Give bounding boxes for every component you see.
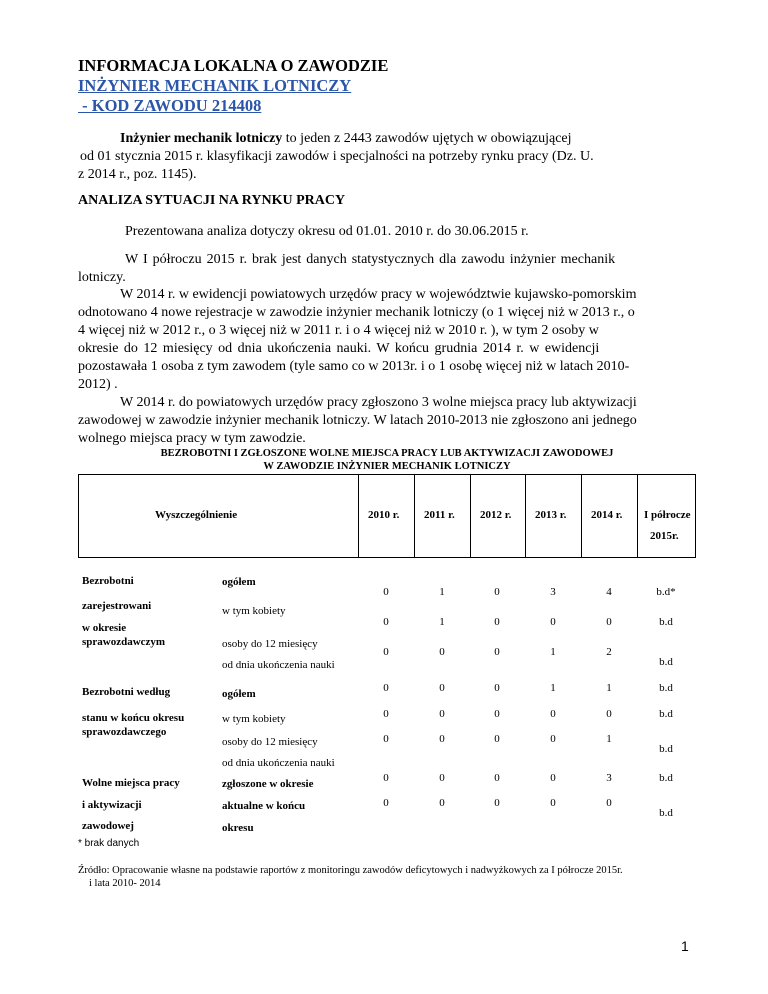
page-number: 1 [681,938,689,954]
table-cell: b.d [659,743,673,755]
table-cell: 1 [606,682,612,694]
section-title: ANALIZA SYTUACJI NA RYNKU PRACY [78,193,346,208]
table-cell: 0 [439,772,445,784]
table-cell: 0 [383,586,389,598]
table-cell: 0 [550,797,556,809]
header-wyszczegolnienie: Wyszczególnienie [155,509,238,521]
row-label-3: ogółem [222,688,256,700]
row-label-2b: od dnia ukończenia nauki [222,659,335,671]
table-cell: 0 [383,682,389,694]
table-cell: 0 [439,646,445,658]
table-cell: 1 [439,616,445,628]
table-caption-line-1: BEZROBOTNI I ZGŁOSZONE WOLNE MIEJSCA PRACY LUB AKTYWIZACJI ZAWODOWEJ [160,448,614,459]
paragraph-2-line-1: W 2014 r. w ewidencji powiatowych urzędów pracy w województwie kujawsko-pomorskim [120,287,637,302]
table-cell: 0 [439,708,445,720]
group1-line2: zarejestrowani [82,600,152,612]
table-cell: 0 [494,616,500,628]
table-cell: 0 [550,616,556,628]
header-col-2014: 2014 r. [591,509,623,521]
intro-line-3: z 2014 r., poz. 1145). [78,167,197,182]
table-cell: 1 [550,646,556,658]
paragraph-1-line-2: lotniczy. [78,270,126,285]
row-label-5b: od dnia ukończenia nauki [222,757,335,769]
paragraph-1-line-1: W I półroczu 2015 r. brak jest danych statystycznych dla zawodu inżynier mechanik [125,252,616,267]
intro-line-1 [120,130,700,149]
paragraph-2-line-3: 4 więcej niż w 2012 r., o 3 więcej niż w 2011 r. i o 4 więcej niż w 2010 r. ), w tym 2 osoby w [78,323,599,338]
row-label-6: zgłoszone w okresie [222,778,314,790]
table-caption [78,447,696,473]
table-cell: b.d [659,708,673,720]
group2-line3: sprawozdawczego [82,726,167,738]
group1-line1: Bezrobotni [82,575,134,587]
table-cell: 1 [606,733,612,745]
intro-line-1-rest: to jeden z 2443 zawodów ujętych w obowiązującej [282,131,572,146]
table-cell: 0 [494,586,500,598]
table-cell: 0 [383,646,389,658]
paragraph-2-line-6: 2012) . [78,377,118,392]
paragraph-2-line-2: odnotowano 4 nowe rejestracje w zawodzie inżynier mechanik lotniczy (o 1 więcej niż w 2013 r., o [78,305,635,320]
row-label-5: osoby do 12 miesięcy [222,736,318,748]
table-cell: 2 [606,646,612,658]
source-line-2: i lata 2010- 2014 [89,878,161,889]
table-cell: 0 [383,616,389,628]
table-cell: b.d [659,682,673,694]
table-cell: 1 [439,586,445,598]
paragraph-2-line-4: okresie do 12 miesięcy od dnia ukończenia nauki. W końcu grudnia 2014 r. w ewidencji [78,341,600,356]
page-title: INFORMACJA LOKALNA O ZAWODZIE [78,56,389,75]
table-cell: b.d* [656,586,676,598]
header-col-2015-line1: I półrocze [644,509,691,521]
table-cell: 3 [550,586,556,598]
table-cell: 0 [383,733,389,745]
row-label-0: ogółem [222,576,256,588]
table-cell: 0 [494,733,500,745]
group1-line4: sprawozdawczym [82,636,166,648]
footnote: * brak danych [78,838,140,849]
table-cell: 0 [494,646,500,658]
table-cell: 3 [606,772,612,784]
source-line-1: Źródło: Opracowanie własne na podstawie raportów z monitoringu zawodów deficytowych i nadwyżkowych za I półrocze 2015r. [78,865,623,876]
header-col-2013: 2013 r. [535,509,567,521]
table-caption-line-2: W ZAWODZIE INŻYNIER MECHANIK LOTNICZY [263,461,511,472]
paragraph-3-line-1: W 2014 r. do powiatowych urzędów pracy zgłoszono 3 wolne miejsca pracy lub aktywizacji [120,395,637,410]
table-cell: 0 [494,772,500,784]
group3-line3: zawodowej [82,820,134,832]
row-label-7b: okresu [222,822,254,834]
table-cell: 0 [439,733,445,745]
header-col-2011: 2011 r. [424,509,455,521]
group3-line1: Wolne miejsca pracy [82,777,180,789]
title-code-link[interactable]: - KOD ZAWODU 214408 [78,96,262,115]
intro-line-2: od 01 stycznia 2015 r. klasyfikacji zawodów i specjalności na potrzeby rynku pracy (Dz. U. [80,149,594,164]
paragraph-3-line-2: zawodowej w zawodzie inżynier mechanik lotniczy. W latach 2010-2013 nie zgłoszono ani jednego [78,413,637,428]
paragraph-2-line-5: pozostawała 1 osoba z tym zawodem (tyle samo co w 2013r. i o 1 osobę więcej niż w latach 2010- [78,359,630,374]
period-text: Prezentowana analiza dotyczy okresu od 01.01. 2010 r. do 30.06.2015 r. [125,224,529,239]
table-cell: 0 [383,708,389,720]
table-cell: 0 [550,772,556,784]
header-col-2015-line2: 2015r. [650,530,679,542]
table-cell: b.d [659,656,673,668]
table-cell: b.d [659,772,673,784]
table-cell: 0 [439,797,445,809]
row-label-4: w tym kobiety [222,713,286,725]
table-cell: 0 [606,797,612,809]
table-cell: 0 [494,797,500,809]
row-label-7: aktualne w końcu [222,800,306,812]
group1-line3: w okresie [82,622,127,634]
row-label-2: osoby do 12 miesięcy [222,638,318,650]
header-col-2010: 2010 r. [368,509,400,521]
table-cell: b.d [659,616,673,628]
row-label-1: w tym kobiety [222,605,286,617]
table-cell: 0 [550,708,556,720]
group2-line1: Bezrobotni według [82,686,171,698]
title-occupation-link[interactable]: INŻYNIER MECHANIK LOTNICZY [78,76,352,95]
paragraph-3-line-3: wolnego miejsca pracy w tym zawodzie. [78,431,306,446]
table-cell: 0 [606,616,612,628]
group2-line2: stanu w końcu okresu [82,712,185,724]
table-cell: 0 [606,708,612,720]
table-cell: 0 [439,682,445,694]
table-cell: 1 [550,682,556,694]
group3-line2: i aktywizacji [82,799,142,811]
table-cell: 0 [550,733,556,745]
table-cell: 0 [494,682,500,694]
table-cell: 0 [494,708,500,720]
table-cell: 0 [383,772,389,784]
table-cell: 0 [383,797,389,809]
table-cell: 4 [606,586,612,598]
table-cell: b.d [659,807,673,819]
header-col-2012: 2012 r. [480,509,512,521]
intro-bold-lead: Inżynier mechanik lotniczy [120,131,283,146]
